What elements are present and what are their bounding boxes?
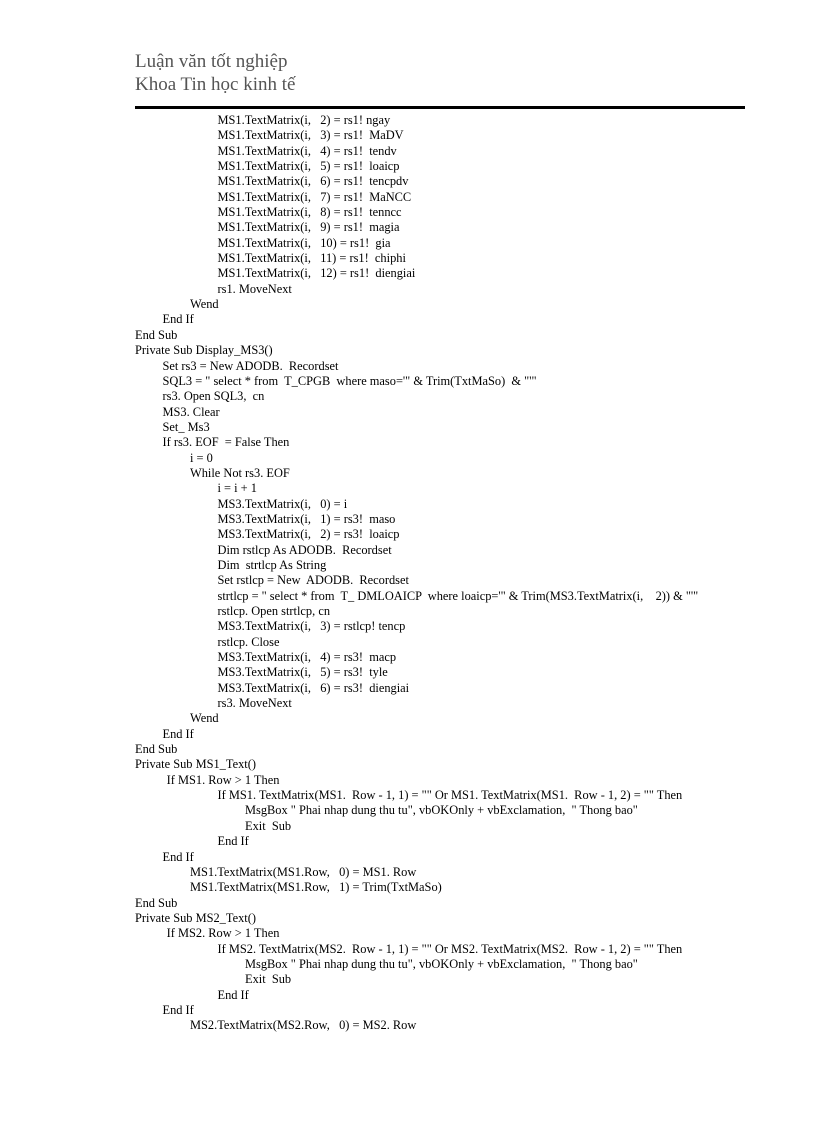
code-line: Set rs3 = New ADODB. Recordset (162, 358, 339, 373)
code-line: rstlcp. Close (217, 634, 280, 649)
code-line: MS1.TextMatrix(i, 3) = rs1! MaDV (217, 128, 404, 143)
code-line: MS3.TextMatrix(i, 3) = rstlcp! tencp (217, 619, 406, 634)
code-line: End If (162, 726, 194, 741)
code-line: SQL3 = " select * from T_CPGB where maso='" & Trim(TxtMaSo) & "'" (162, 373, 537, 388)
code-line: End If (217, 987, 249, 1002)
code-line: End If (162, 312, 194, 327)
code-line: rs1. MoveNext (217, 281, 292, 296)
code-line: End If (162, 1002, 194, 1017)
code-line: End Sub (135, 742, 178, 757)
code-line: If MS2. Row > 1 Then (166, 926, 280, 941)
code-line: End If (162, 849, 194, 864)
code-line: MS3.TextMatrix(i, 1) = rs3! maso (217, 511, 396, 526)
code-listing (0, 113, 816, 1034)
code-line: Dim strtlcp As String (217, 557, 327, 572)
code-line: End Sub (135, 895, 178, 910)
code-line: MS1.TextMatrix(i, 8) = rs1! tenncc (217, 205, 402, 220)
code-line: MsgBox " Phai nhap dung thu tu", vbOKOnly + vbExclamation, " Thong bao" (245, 803, 638, 818)
code-line: rs3. Open SQL3, cn (162, 389, 265, 404)
code-line: MS3.TextMatrix(i, 0) = i (217, 496, 348, 511)
code-line: If rs3. EOF = False Then (162, 435, 290, 450)
code-line: End If (217, 834, 249, 849)
code-line: If MS1. TextMatrix(MS1. Row - 1, 1) = "" Or MS1. TextMatrix(MS1. Row - 1, 2) = "" Then (217, 788, 683, 803)
code-line: rstlcp. Open strtlcp, cn (217, 604, 331, 618)
code-line: MS1.TextMatrix(i, 4) = rs1! tendv (217, 143, 397, 158)
header-faculty-name: Khoa Tin học kinh tế (135, 74, 296, 95)
code-line: Wend (190, 711, 219, 726)
code-line: Wend (190, 297, 219, 312)
code-line: MS3.TextMatrix(i, 5) = rs3! tyle (217, 665, 388, 680)
code-line: MS1.TextMatrix(MS1.Row, 1) = Trim(TxtMaSo) (190, 880, 442, 895)
code-line: MS1.TextMatrix(MS1.Row, 0) = MS1. Row (190, 864, 417, 879)
code-line: MS1.TextMatrix(i, 7) = rs1! MaNCC (217, 189, 412, 204)
code-line: strtlcp = " select * from T_ DMLOAICP where loaicp='" & Trim(MS3.TextMatrix(i, 2)) & "'" (217, 588, 699, 603)
code-line: MS1.TextMatrix(i, 6) = rs1! tencpdv (217, 174, 409, 189)
code-line: MS1.TextMatrix(i, 10) = rs1! gia (217, 235, 391, 250)
code-line: Private Sub MS1_Text() (135, 757, 256, 772)
code-line: MS1.TextMatrix(i, 9) = rs1! magia (217, 220, 400, 235)
code-line: MS3. Clear (162, 404, 220, 419)
page-header (135, 50, 295, 96)
header-divider (135, 106, 745, 109)
code-line: While Not rs3. EOF (190, 465, 290, 480)
code-line: Set rstlcp = New ADODB. Recordset (217, 573, 409, 588)
header-thesis-title: Luận văn tốt nghiệp (135, 51, 288, 72)
code-line: MS1.TextMatrix(i, 12) = rs1! diengiai (217, 266, 416, 281)
code-line: End Sub (135, 327, 178, 342)
code-line: MS3.TextMatrix(i, 4) = rs3! macp (217, 650, 397, 665)
code-line: MS1.TextMatrix(i, 2) = rs1! ngay (217, 113, 391, 127)
code-line: i = i + 1 (217, 481, 257, 496)
code-line: Exit Sub (245, 818, 292, 833)
code-line: i = 0 (190, 450, 213, 465)
code-line: MS3.TextMatrix(i, 6) = rs3! diengiai (217, 680, 410, 695)
code-line: MS1.TextMatrix(i, 11) = rs1! chiphi (217, 251, 406, 266)
code-line: MS1.TextMatrix(i, 5) = rs1! loaicp (217, 159, 400, 174)
code-line: If MS2. TextMatrix(MS2. Row - 1, 1) = "" Or MS2. TextMatrix(MS2. Row - 1, 2) = "" Then (217, 941, 683, 956)
code-line: Dim rstlcp As ADODB. Recordset (217, 542, 392, 557)
code-line: If MS1. Row > 1 Then (166, 772, 280, 787)
code-line: MS2.TextMatrix(MS2.Row, 0) = MS2. Row (190, 1018, 417, 1033)
code-line: Set_ Ms3 (162, 419, 210, 434)
code-line: Private Sub MS2_Text() (135, 910, 256, 925)
code-line: MS3.TextMatrix(i, 2) = rs3! loaicp (217, 527, 400, 542)
code-line: Private Sub Display_MS3() (135, 343, 273, 358)
code-line: Exit Sub (245, 972, 292, 987)
code-line: rs3. MoveNext (217, 696, 292, 711)
code-line: MsgBox " Phai nhap dung thu tu", vbOKOnly + vbExclamation, " Thong bao" (245, 956, 638, 971)
